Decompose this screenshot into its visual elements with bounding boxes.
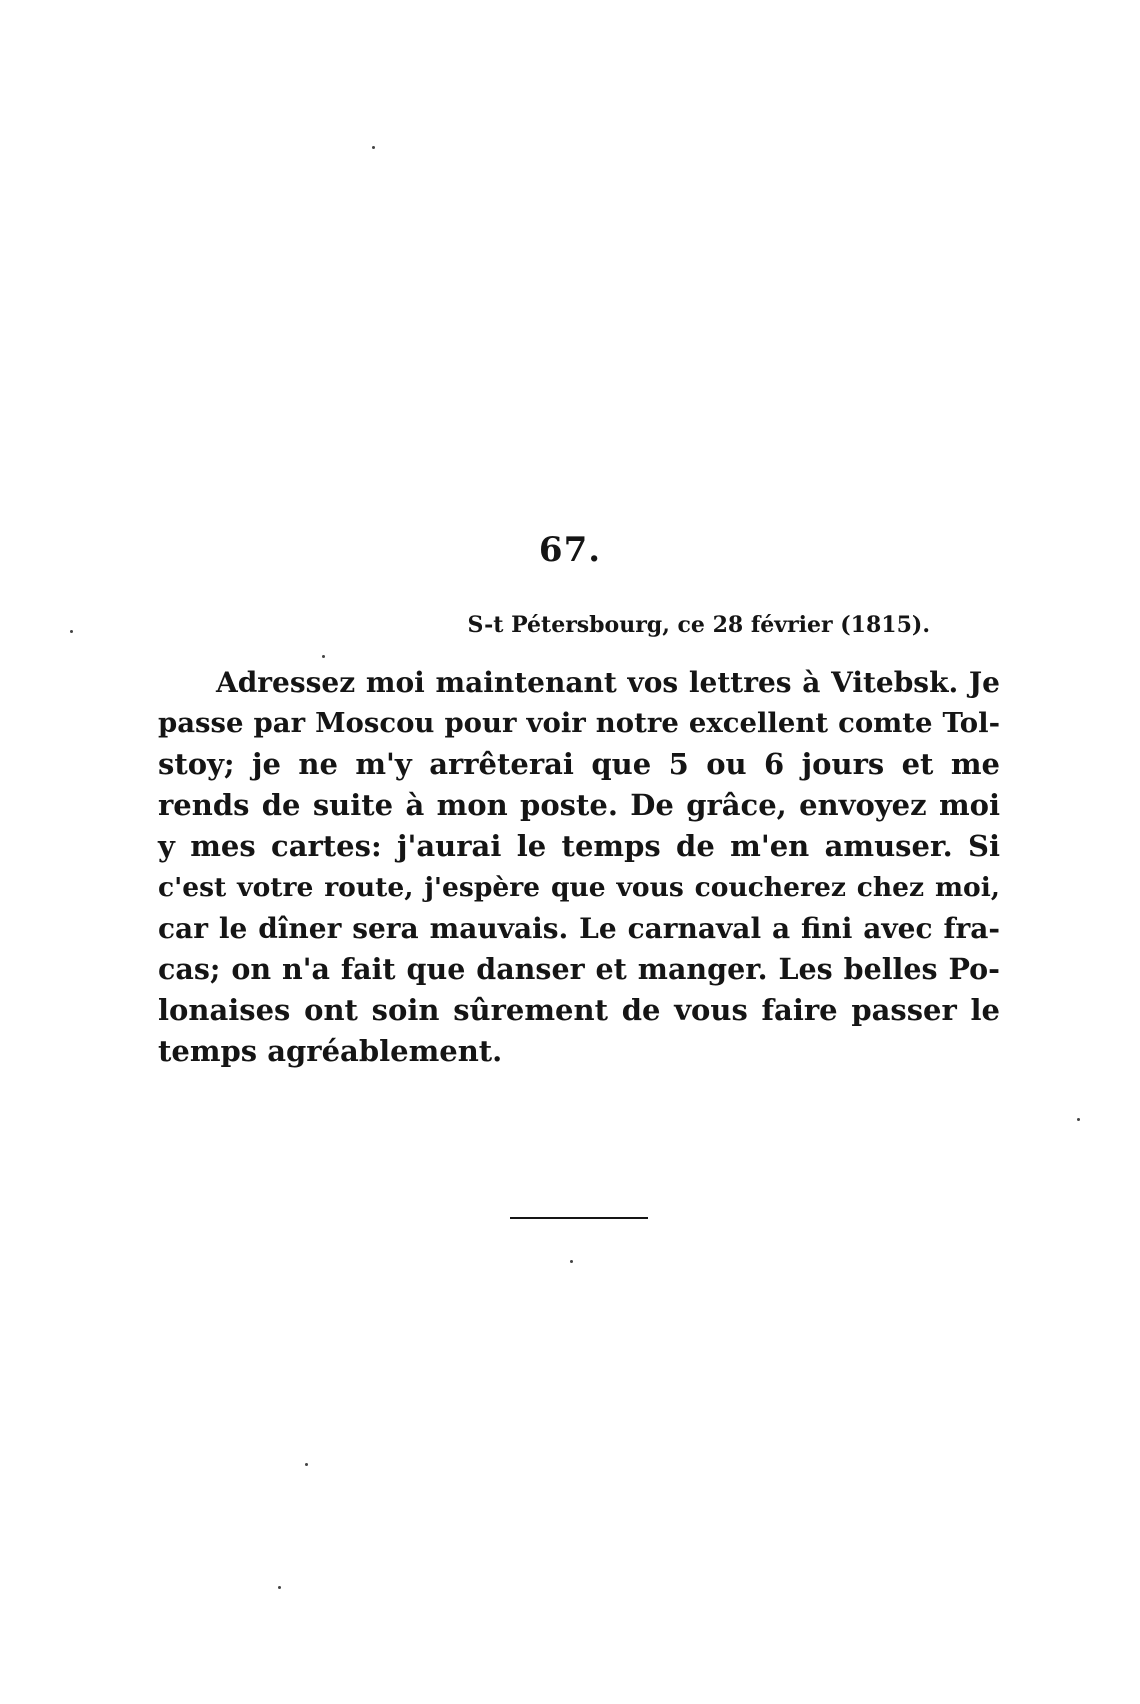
- text-line: c'est votre route, j'espère que vous coucherez chez moi,: [158, 872, 1000, 903]
- text-line: stoy; je ne m'y arrêterai que 5 ou 6 jours et me: [158, 747, 1000, 781]
- text-line: y mes cartes: j'aurai le temps de m'en amuser. Si: [158, 829, 1000, 863]
- text-line: rends de suite à mon poste. De grâce, envoyez moi: [158, 788, 1000, 822]
- text-line: Adressez moi maintenant vos lettres à Vitebsk. Je: [216, 666, 1000, 699]
- scan-speck: [70, 630, 73, 633]
- letter-number: 67.: [538, 530, 602, 570]
- text-line: temps agréablement.: [158, 1034, 503, 1068]
- text-line: lonaises ont soin sûrement de vous faire passer le: [158, 993, 1000, 1027]
- letter-dateline: S-t Pétersbourg, ce 28 février (1815).: [467, 612, 930, 638]
- letter-body: [158, 662, 1000, 1072]
- end-rule: [510, 1217, 648, 1219]
- text-line: cas; on n'a fait que danser et manger. Les belles Po-: [158, 952, 1000, 986]
- text-line: passe par Moscou pour voir notre excellent comte Tol-: [158, 707, 1000, 739]
- text-line: car le dîner sera mauvais. Le carnaval a fini avec fra-: [158, 912, 1000, 945]
- scan-speck: [570, 1260, 573, 1263]
- scan-speck: [1077, 1118, 1080, 1121]
- scan-speck: [278, 1586, 281, 1589]
- scan-speck: [372, 146, 375, 149]
- scan-speck: [322, 655, 325, 658]
- scan-speck: [305, 1463, 308, 1466]
